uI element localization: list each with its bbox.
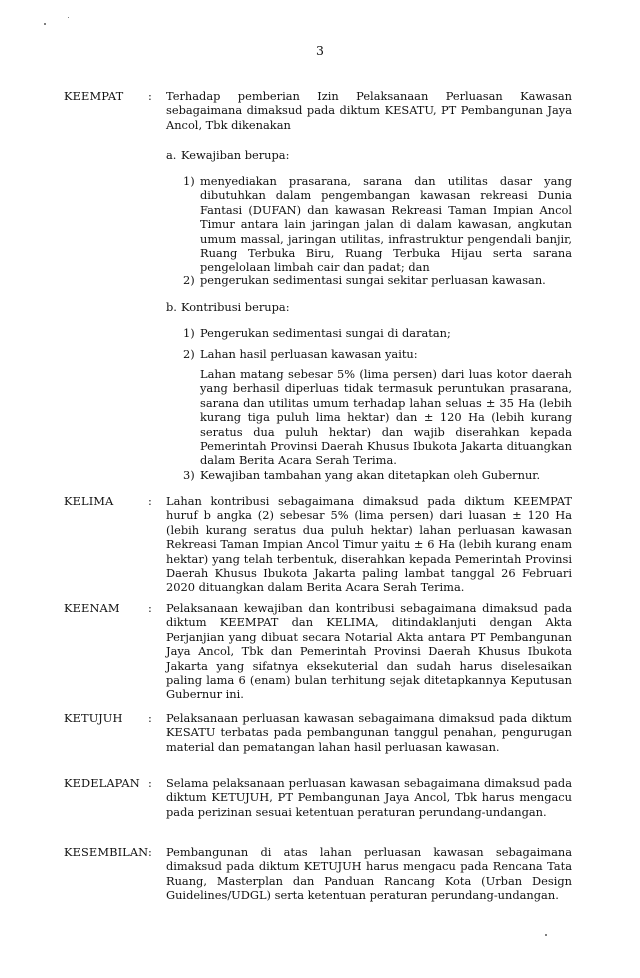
section-colon: : bbox=[148, 89, 152, 103]
list-item: Pengerukan sedimentasi sungai di daratan; bbox=[200, 326, 451, 340]
list-item: pengerukan sedimentasi sungai sekitar perluasan kawasan. bbox=[200, 273, 546, 287]
list-marker: 1) bbox=[183, 174, 195, 188]
section-text: Selama pelaksanaan perluasan kawasan sebagaimana dimaksud pada diktum KETUJUH, PT Pembangunan Jaya Ancol, Tbk harus mengacu pada perizinan sesuai ketentuan peraturan perundang-undangan. bbox=[166, 776, 572, 819]
subsection-title: Kewajiban berupa: bbox=[181, 148, 290, 162]
section-label: KESEMBILAN bbox=[64, 845, 149, 859]
section-colon: : bbox=[148, 494, 152, 508]
list-marker: 1) bbox=[183, 326, 195, 340]
section-text: Pelaksanaan perluasan kawasan sebagaimana dimaksud pada diktum KESATU terbatas pada pembangunan tanggul penahan, pengurugan material dan pematangan lahan hasil perluasan kawasan. bbox=[166, 711, 572, 754]
list-item-detail: Lahan matang sebesar 5% (lima persen) dari luas kotor daerah yang berhasil diperluas tidak termasuk peruntukan prasarana, sarana dan utilitas umum terhadap lahan seluas ± 35 Ha (lebih kurang tiga puluh lima hektar) dan ± 120 Ha (lebih kurang seratus dua puluh hektar) dan wajib diserahkan kepada Pemerintah Provinsi Daerah Khusus Ibukota Jakarta dituangkan dalam Berita Acara Serah Terima. bbox=[200, 367, 572, 468]
section-text: Pelaksanaan kewajiban dan kontribusi sebagaimana dimaksud pada diktum KEEMPAT dan KELIMA, ditindaklanjuti dengan Akta Perjanjian yang dibuat secara Notarial Akta antara PT Pembangunan Jaya Ancol, Tbk dan Pemerintah Provinsi Daerah Khusus Ibukota Jakarta yang sifatnya eksekuterial dan sudah harus diselesaikan paling lama 6 (enam) bulan terhitung sejak ditetapkannya Keputusan Gubernur ini. bbox=[166, 601, 572, 702]
page-number: 3 bbox=[316, 43, 324, 58]
section-label: KEEMPAT bbox=[64, 89, 124, 103]
scan-speck bbox=[545, 934, 547, 936]
list-item: Lahan hasil perluasan kawasan yaitu: bbox=[200, 347, 418, 361]
list-marker: b. bbox=[166, 300, 177, 314]
scan-speck bbox=[68, 17, 69, 18]
section-label: KEDELAPAN bbox=[64, 776, 140, 790]
scan-speck bbox=[44, 23, 46, 25]
section-intro: Terhadap pemberian Izin Pelaksanaan Perluasan Kawasan sebagaimana dimaksud pada diktum KESATU, PT Pembangunan Jaya Ancol, Tbk dikenakan bbox=[166, 89, 572, 132]
section-label: KELIMA bbox=[64, 494, 114, 508]
section-label: KETUJUH bbox=[64, 711, 123, 725]
list-marker: 2) bbox=[183, 273, 195, 287]
section-label: KEENAM bbox=[64, 601, 120, 615]
section-colon: : bbox=[148, 776, 152, 790]
section-text: Pembangunan di atas lahan perluasan kawasan sebagaimana dimaksud pada diktum KETUJUH harus mengacu pada Rencana Tata Ruang, Masterplan dan Panduan Rancang Kota (Urban Design Guidelines/UDGL) serta ketentuan peraturan perundang-undangan. bbox=[166, 845, 572, 903]
section-colon: : bbox=[148, 845, 152, 859]
list-marker: 2) bbox=[183, 347, 195, 361]
list-marker: 3) bbox=[183, 468, 195, 482]
list-marker: a. bbox=[166, 148, 177, 162]
section-colon: : bbox=[148, 601, 152, 615]
list-item: menyediakan prasarana, sarana dan utilitas dasar yang dibutuhkan dalam pengembangan kawasan rekreasi Dunia Fantasi (DUFAN) dan kawasan Rekreasi Taman Impian Ancol Timur antara lain jaringan jalan di dalam kawasan, angkutan umum massal, jaringan utilitas, infrastruktur pengendali banjir, Ruang Terbuka Biru, Ruang Terbuka Hijau serta sarana pengelolaan limbah cair dan padat; dan bbox=[200, 174, 572, 275]
section-text: Lahan kontribusi sebagaimana dimaksud pada diktum KEEMPAT huruf b angka (2) sebesar 5% (lima persen) dari luasan ± 120 Ha (lebih kurang seratus dua puluh hektar) lahan perluasan kawasan Rekreasi Taman Impian Ancol Timur yaitu ± 6 Ha (lebih kurang enam hektar) yang telah terbentuk, diserahkan kepada Pemerintah Provinsi Daerah Khusus Ibukota Jakarta paling lambat tanggal 26 Februari 2020 dituangkan dalam Berita Acara Serah Terima. bbox=[166, 494, 572, 595]
section-colon: : bbox=[148, 711, 152, 725]
subsection-title: Kontribusi berupa: bbox=[181, 300, 290, 314]
list-item: Kewajiban tambahan yang akan ditetapkan oleh Gubernur. bbox=[200, 468, 541, 482]
